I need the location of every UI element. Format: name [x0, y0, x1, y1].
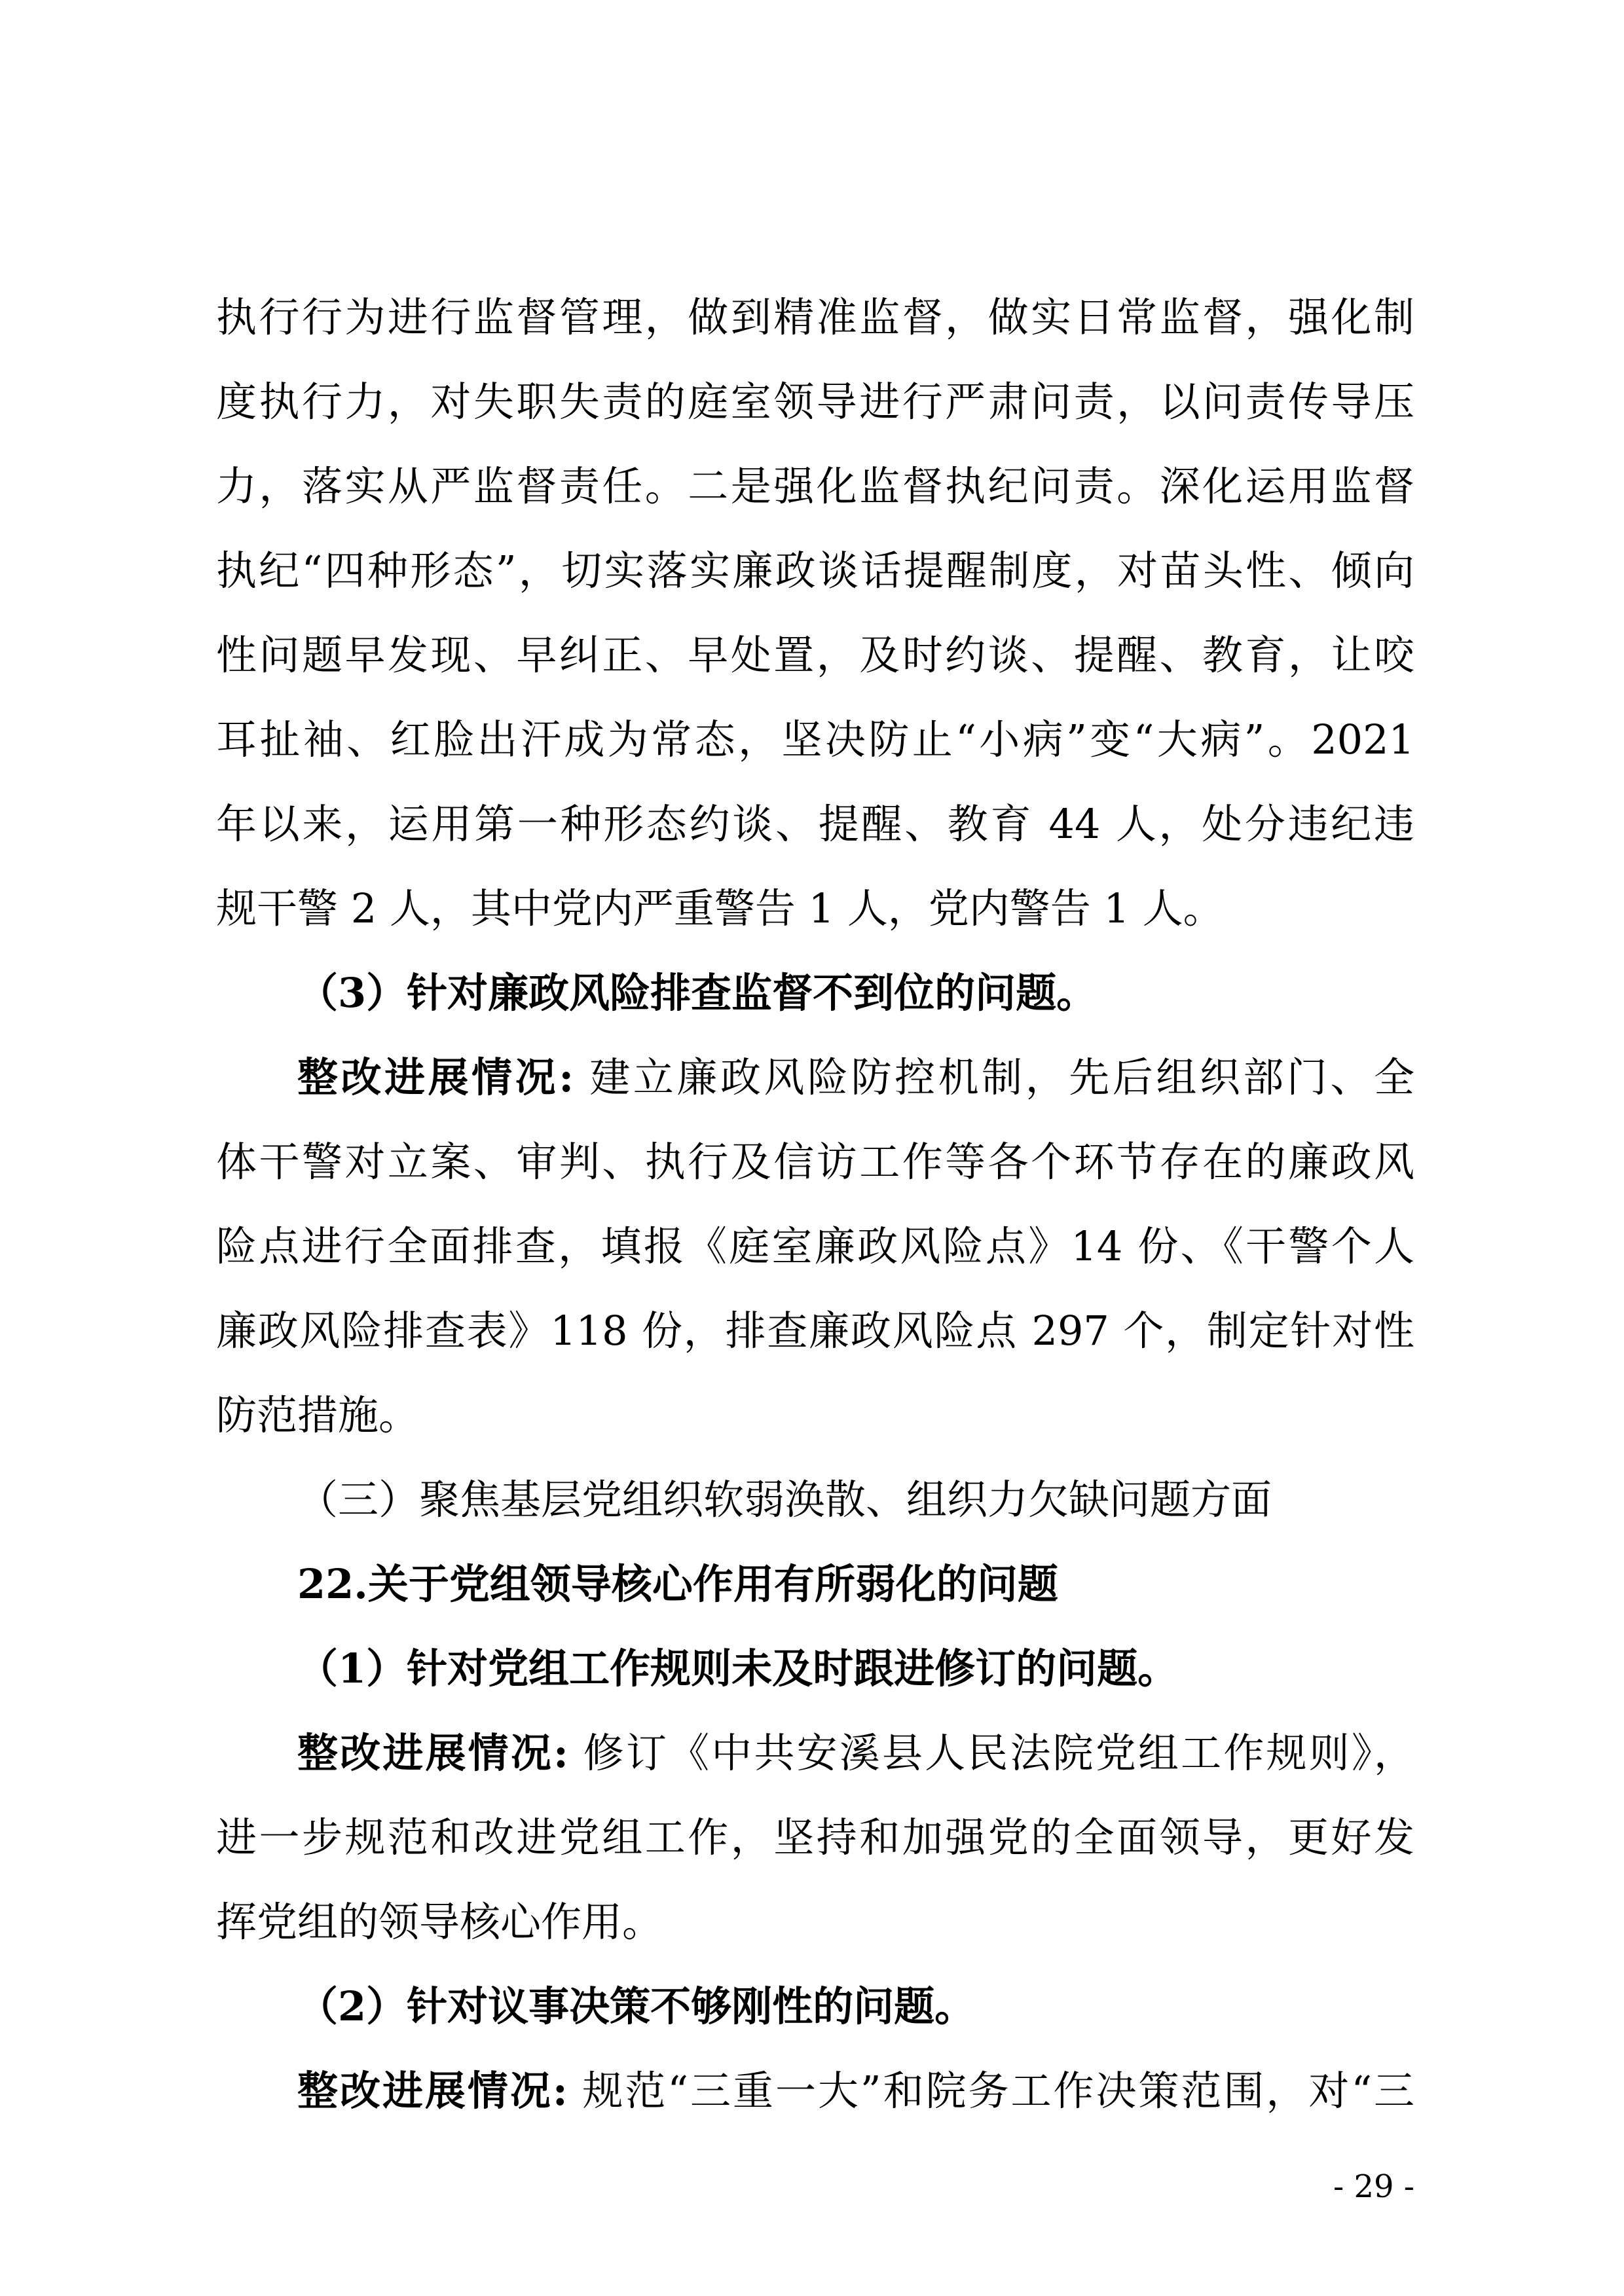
body-line: 性问题早发现、早纠正、早处置，及时约谈、提醒、教育，让咬 [216, 631, 1414, 679]
body-line: 廉政风险排查表》118 份，排查廉政风险点 297 个，制定针对性 [216, 1307, 1414, 1355]
body-line: 险点进行全面排查，填报《庭室廉政风险点》14 份、《干警个人 [216, 1222, 1414, 1270]
body-line: 挥党组的领导核心作用。 [216, 1898, 663, 1946]
subheading: （3）针对廉政风险排查监督不到位的问题。 [297, 969, 1098, 1017]
body-line: 规干警 2 人，其中党内严重警告 1 人，党内警告 1 人。 [216, 884, 1224, 932]
body-line: 年以来，运用第一种形态约谈、提醒、教育 44 人，处分违纪违 [216, 800, 1414, 848]
body-line: 力，落实从严监督责任。二是强化监督执纪问责。深化运用监督 [216, 462, 1414, 510]
paragraph-text: 修订《中共安溪县人民法院党组工作规则》， [583, 1729, 1414, 1777]
paragraph-first-line [216, 1035, 1414, 1120]
paragraph-text: 建立廉政风险防控机制，先后组织部门、全 [589, 1053, 1414, 1101]
paragraph-first-line [216, 2049, 1414, 2133]
body-line: 进一步规范和改进党组工作，坚持和加强党的全面领导，更好发 [216, 1813, 1414, 1861]
body-line: 执行行为进行监督管理，做到精准监督，做实日常监督，强化制 [216, 293, 1414, 341]
paragraph-text: 规范“三重一大”和院务工作决策范围，对“三 [582, 2067, 1414, 2115]
subheading: （2）针对议事决策不够刚性的问题。 [297, 1982, 976, 2030]
progress-label: 整改进展情况: [297, 1053, 574, 1101]
body-line: 耳扯袖、红脸出汗成为常态，坚决防止“小病”变“大病”。2021 [216, 716, 1414, 763]
section-heading: （三）聚焦基层党组织软弱涣散、组织力欠缺问题方面 [297, 1476, 1272, 1523]
progress-label: 整改进展情况: [297, 1729, 568, 1777]
progress-label: 整改进展情况: [297, 2067, 568, 2115]
body-line: 防范措施。 [216, 1391, 420, 1439]
item-heading: 22.关于党组领导核心作用有所弱化的问题 [297, 1560, 1058, 1608]
body-text [216, 275, 1414, 2133]
paragraph-first-line [216, 1711, 1414, 1795]
subheading: （1）针对党组工作规则未及时跟进修订的问题。 [297, 1645, 1179, 1692]
body-line: 体干警对立案、审判、执行及信访工作等各个环节存在的廉政风 [216, 1138, 1414, 1186]
page-number: - 29 - [1333, 2168, 1414, 2205]
body-line: 度执行力，对失职失责的庭室领导进行严肃问责，以问责传导压 [216, 378, 1414, 426]
body-line: 执纪“四种形态”，切实落实廉政谈话提醒制度，对苗头性、倾向 [216, 547, 1414, 594]
